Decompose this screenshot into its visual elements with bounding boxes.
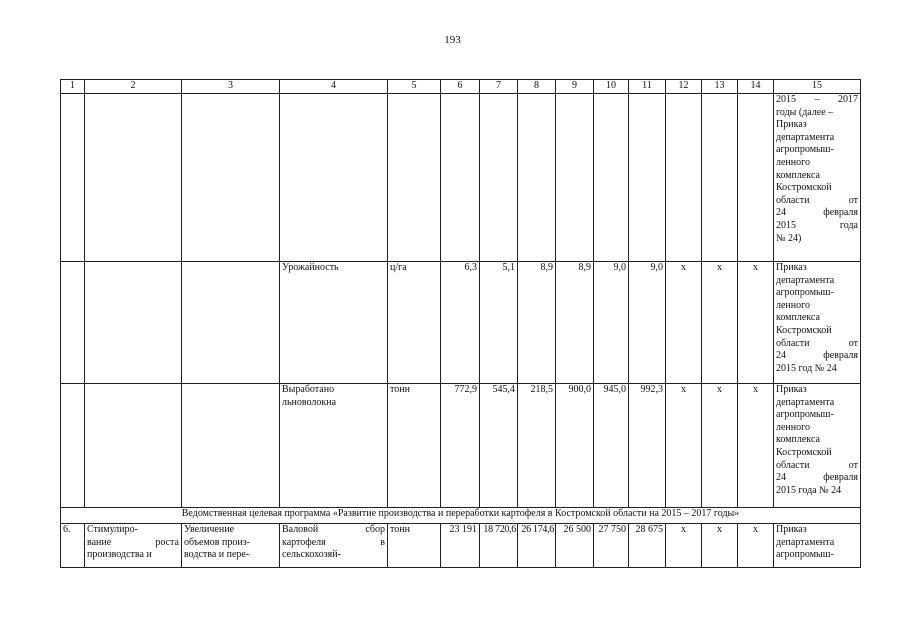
value-cell: 945,0	[594, 384, 629, 508]
table-cell	[594, 94, 629, 262]
text-line: ленного	[776, 156, 810, 168]
value-cell: x	[702, 262, 738, 384]
col-header: 4	[280, 80, 388, 94]
text-line: Приказ	[776, 262, 807, 273]
value-cell: 992,3	[629, 384, 666, 508]
col-header: 8	[518, 80, 556, 94]
col-header: 15	[774, 80, 861, 94]
text-line: агропромыш-	[776, 287, 834, 299]
table-cell	[85, 384, 182, 508]
value-cell: 900,0	[556, 384, 594, 508]
col-header: 12	[666, 80, 702, 94]
value-cell: x	[738, 384, 774, 508]
text-line: Костромской	[776, 446, 832, 458]
table-cell	[480, 94, 518, 262]
text-line: Приказ	[776, 119, 807, 131]
table-row	[61, 384, 861, 508]
value-cell: 772,9	[441, 384, 480, 508]
table-cell	[85, 94, 182, 262]
unit-cell: тонн	[388, 384, 441, 508]
text-line: департамента	[776, 274, 835, 286]
text-line: годы (далее –	[776, 106, 834, 118]
text-line: 24 февраля	[776, 207, 858, 219]
value-cell: 26 500	[556, 524, 594, 568]
col-header: 11	[629, 80, 666, 94]
table-row	[61, 262, 861, 384]
table-cell	[182, 94, 280, 262]
table-cell	[61, 94, 85, 262]
table-cell	[61, 384, 85, 508]
text-line: Стимулиро-	[87, 524, 138, 535]
table-cell	[85, 262, 182, 384]
row-number: 6.	[61, 524, 85, 568]
data-table	[60, 79, 861, 568]
text-line: Костромской	[776, 182, 832, 194]
col-header: 13	[702, 80, 738, 94]
value-cell: x	[702, 524, 738, 568]
table-row	[61, 94, 861, 262]
text-line: Выработано	[282, 384, 335, 395]
col-header: 9	[556, 80, 594, 94]
value-cell: 28 675	[629, 524, 666, 568]
text-line: агропромыш-	[776, 144, 834, 156]
text-line: Костромской	[776, 324, 832, 336]
value-cell: 545,4	[480, 384, 518, 508]
col-header: 1	[61, 80, 85, 94]
table-cell	[629, 94, 666, 262]
text-line: картофеля в	[282, 536, 385, 548]
text-line: области от	[776, 459, 858, 471]
value-cell: x	[666, 384, 702, 508]
indicator-cell: Урожайность	[280, 262, 388, 384]
text-line: сельскохозяй-	[282, 549, 341, 561]
unit-cell: тонн	[388, 524, 441, 568]
text-line: комплекса	[776, 434, 820, 446]
col-header: 14	[738, 80, 774, 94]
indicator-cell	[280, 384, 388, 508]
text-line: водства и пере-	[184, 549, 250, 561]
value-cell: 18 720,6	[480, 524, 518, 568]
text-line: комплекса	[776, 312, 820, 324]
table-cell	[182, 384, 280, 508]
value-cell: 9,0	[594, 262, 629, 384]
text-line: объемов произ-	[184, 536, 250, 548]
page-number: 193	[444, 34, 461, 46]
col-header: 3	[182, 80, 280, 94]
text-line: № 24)	[776, 232, 802, 244]
text-line: области от	[776, 337, 858, 349]
table-cell	[388, 94, 441, 262]
value-cell: x	[702, 384, 738, 508]
text-line: агропромыш-	[776, 409, 834, 421]
value-cell: 26 174,6	[518, 524, 556, 568]
text-line: Приказ	[776, 384, 807, 395]
source-cell	[774, 94, 861, 262]
text-line: 2015 год № 24	[776, 362, 837, 374]
value-cell: 6,3	[441, 262, 480, 384]
text-line: департамента	[776, 536, 835, 548]
text-line: 2015 года	[776, 219, 858, 231]
text-line: 2015 – 2017	[776, 94, 858, 105]
text-line: департамента	[776, 131, 835, 143]
table-cell	[280, 94, 388, 262]
text-line: комплекса	[776, 169, 820, 181]
source-cell	[774, 384, 861, 508]
text-line: льноволокна	[282, 396, 337, 408]
table-row	[61, 524, 861, 568]
col-header: 5	[388, 80, 441, 94]
value-cell: x	[738, 524, 774, 568]
text-line: ленного	[776, 299, 810, 311]
unit-cell: ц/га	[388, 262, 441, 384]
text-line: 2015 года № 24	[776, 484, 842, 496]
value-cell: 218,5	[518, 384, 556, 508]
value-cell: x	[666, 262, 702, 384]
task-cell	[182, 524, 280, 568]
text-line: 24 февраля	[776, 472, 858, 484]
table-cell	[182, 262, 280, 384]
source-cell	[774, 524, 861, 568]
table-cell	[518, 94, 556, 262]
value-cell: 8,9	[518, 262, 556, 384]
goal-cell	[85, 524, 182, 568]
text-line: департамента	[776, 396, 835, 408]
text-line: Приказ	[776, 524, 807, 535]
table-cell	[61, 262, 85, 384]
indicator-cell	[280, 524, 388, 568]
value-cell: 5,1	[480, 262, 518, 384]
table-cell	[666, 94, 702, 262]
value-cell: x	[738, 262, 774, 384]
text-line: 24 февраля	[776, 350, 858, 362]
table-cell	[441, 94, 480, 262]
table-cell	[702, 94, 738, 262]
text-line: Увеличение	[184, 524, 235, 535]
text-line: Валовой сбор	[282, 524, 385, 535]
value-cell: 23 191	[441, 524, 480, 568]
col-header: 2	[85, 80, 182, 94]
value-cell: 9,0	[629, 262, 666, 384]
table-cell	[556, 94, 594, 262]
section-title: Ведомственная целевая программа «Развитие производства и переработки картофеля в Костромской области на 2015 – 2017 годы»	[61, 508, 861, 524]
source-cell	[774, 262, 861, 384]
table-cell	[738, 94, 774, 262]
col-header: 10	[594, 80, 629, 94]
section-row	[61, 508, 861, 524]
text-line: производства и	[87, 549, 152, 561]
text-line: вание роста	[87, 536, 179, 548]
value-cell: 27 750	[594, 524, 629, 568]
text-line: ленного	[776, 421, 810, 433]
header-row	[61, 80, 861, 94]
value-cell: 8,9	[556, 262, 594, 384]
text-line: области от	[776, 194, 858, 206]
text-line: агропромыш-	[776, 549, 834, 561]
col-header: 7	[480, 80, 518, 94]
col-header: 6	[441, 80, 480, 94]
value-cell: x	[666, 524, 702, 568]
